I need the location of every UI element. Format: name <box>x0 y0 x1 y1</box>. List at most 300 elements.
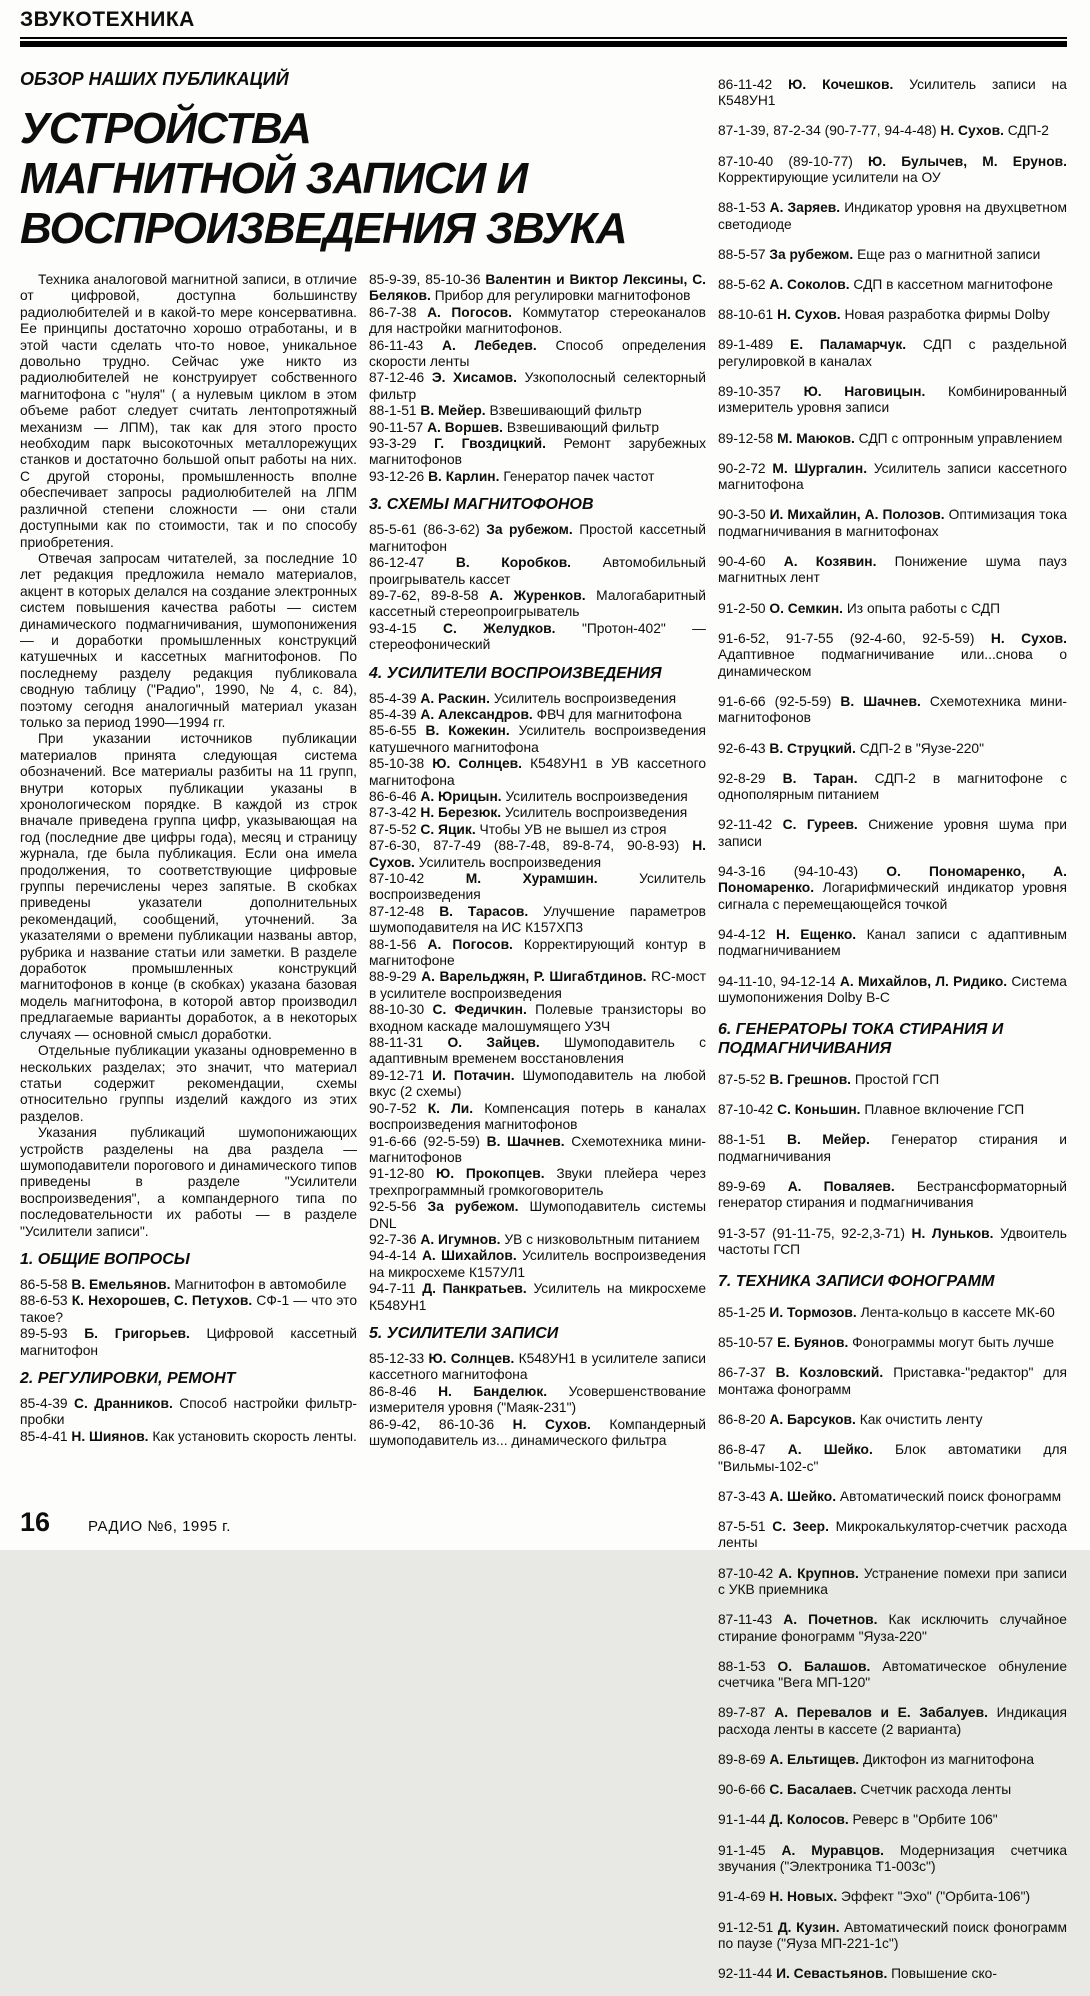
bibliography-entry <box>369 272 706 305</box>
bibliography-entry <box>369 555 706 588</box>
entry-author: И. Потачин. <box>432 1067 515 1083</box>
bibliography-entry <box>369 338 706 371</box>
bibliography-entry <box>369 1351 706 1384</box>
bibliography-entry <box>369 305 706 338</box>
entry-title: Узкополосный селекторный фильтр <box>369 370 706 402</box>
entry-title: Магнитофон в автомобиле <box>174 1276 347 1292</box>
entry-title: Автоматический поиск фонограмм <box>839 1488 1062 1504</box>
entry-author: Н. Березюк. <box>420 805 502 821</box>
rubric-header <box>20 8 1067 32</box>
entry-title: Корректирующий контур в магнитофоне <box>369 936 706 969</box>
bibliography-entry <box>369 621 706 654</box>
entry-author: М. Шургалин. <box>772 460 868 476</box>
entry-ref: 88-10-61 <box>718 307 774 323</box>
entry-title: Как очистить ленту <box>859 1412 983 1428</box>
entry-ref: 85-10-57 <box>718 1335 774 1351</box>
entry-ref: 87-10-40 (89-10-77) <box>718 153 853 169</box>
entry-ref: 94-4-12 <box>718 926 766 942</box>
entry-ref: 85-1-25 <box>718 1305 766 1320</box>
entry-title: Автомобильный проигрыватель кассет <box>369 555 706 587</box>
entry-ref: 92-7-36 <box>369 1231 417 1247</box>
bibliography-entry <box>369 871 706 904</box>
section-heading: 5. УСИЛИТЕЛИ ЗАПИСИ <box>369 1324 559 1342</box>
entry-title: Логарифмический индикатор уровня сигнала с перемещающейся точкой <box>718 880 1067 912</box>
entry-title: Компандерный шумоподавитель из... динамического фильтра <box>369 1416 707 1448</box>
entry-author: Г. Гвоздицкий. <box>434 436 546 452</box>
entry-title: Шумоподавитель системы DNL <box>369 1199 706 1231</box>
entry-ref: 88-1-51 <box>718 1132 766 1148</box>
entry-title: К548УН1 в усилителе записи кассетного магнитофона <box>369 1350 706 1383</box>
entry-title: Понижение шума пауз магнитных лент <box>718 554 1067 586</box>
section-heading: 6. ГЕНЕРАТОРЫ ТОКА СТИРАНИЯ И ПОДМАГНИЧИВАНИЯ <box>718 1021 1004 1058</box>
entry-title: Модернизация счетчика звучания ("Электроника Т1-003с") <box>718 1842 1068 1875</box>
entry-ref: 88-1-53 <box>718 200 766 216</box>
bibliography-entry <box>718 771 1067 804</box>
bibliography-entry <box>718 1489 1067 1505</box>
column-left <box>20 272 357 1449</box>
entry-ref: 90-6-66 <box>718 1782 766 1798</box>
bibliography-entry <box>718 507 1067 540</box>
entry-ref: 87-1-39, 87-2-34 (90-7-77, 94-4-48) <box>718 123 937 139</box>
entry-title: СДП с оптронным управлением <box>858 430 1063 446</box>
entry-title: Как исключить случайное стирание фонограмм "Яуза-220" <box>718 1612 1067 1644</box>
entry-ref: 88-1-53 <box>718 1658 766 1674</box>
bibliography-entry <box>369 1248 706 1281</box>
entry-title: Индикатор уровня на двухцветном светодиоде <box>718 200 1067 232</box>
entry-ref: 90-7-52 <box>369 1100 417 1116</box>
entry-author: А. Юрицын. <box>420 788 502 804</box>
entry-author: А. Заряев. <box>769 200 841 216</box>
entry-ref: 88-6-53 <box>20 1293 68 1309</box>
entry-author: С. Зеер. <box>772 1519 829 1535</box>
entry-author: И. Михайлин, А. Полозов. <box>769 507 945 523</box>
entry-author: Д. Колосов. <box>769 1812 849 1828</box>
kicker: ОБЗОР НАШИХ ПУБЛИКАЦИЙ <box>20 69 289 89</box>
entry-author: А. Погосов. <box>427 304 512 320</box>
entry-title: Из опыта работы с СДП <box>846 600 1001 616</box>
entry-ref: 94-11-10, 94-12-14 <box>718 973 836 989</box>
entry-author: О. Балашов. <box>777 1658 871 1674</box>
entry-author: С. Желудков. <box>443 620 556 636</box>
entry-ref: 91-12-80 <box>369 1166 425 1182</box>
entry-ref: 94-3-16 (94-10-43) <box>718 863 859 879</box>
bibliography-entry <box>369 969 706 1002</box>
entry-title: Новая разработка фирмы Dolby <box>844 307 1050 323</box>
entry-author: Д. Кузин. <box>777 1919 840 1935</box>
page-body <box>20 61 1067 1996</box>
entry-ref: 91-1-44 <box>718 1812 766 1828</box>
entry-ref: 93-4-15 <box>369 620 417 636</box>
entry-author: В. Струцкий. <box>769 740 856 756</box>
entry-title: Усилитель воспроизведения <box>493 690 677 706</box>
entry-author: А. Муравцов. <box>781 1842 884 1858</box>
entry-title: Усилитель воспроизведения катушечного магнитофона <box>369 723 707 755</box>
entry-author: Н. Сухов. <box>777 307 841 323</box>
entry-title: Устранение помехи при записи с УКВ приемника <box>718 1565 1067 1598</box>
bibliography-entry <box>369 1068 706 1101</box>
entry-ref: 89-12-58 <box>718 430 774 446</box>
entry-title: Коммутатор стереоканалов для настройки магнитофонов. <box>369 304 706 337</box>
entry-author: А. Перевалов и Е. Забалуев. <box>774 1705 988 1721</box>
entry-title: СДП в кассетном магнитофоне <box>853 277 1053 293</box>
bibliography-entry <box>718 601 1067 617</box>
bibliography-entry <box>718 307 1067 323</box>
entry-title: Компенсация потерь в каналах воспроизведения магнитофонов <box>369 1100 706 1133</box>
bibliography-entry <box>369 1281 706 1314</box>
bibliography-entry <box>369 707 706 723</box>
entry-author: Н. Сухов. <box>990 630 1067 646</box>
entry-title: Индикация расхода ленты в кассете (2 варианта) <box>718 1705 1067 1737</box>
entry-author: В. Козловский. <box>775 1365 884 1381</box>
entry-ref: 87-10-42 <box>369 871 425 886</box>
bibliography-entry <box>718 817 1067 850</box>
entry-author: Э. Хисамов. <box>431 370 518 386</box>
entry-title: RC-мост в усилителе воспроизведения <box>369 969 707 1001</box>
entry-author: Н. Новых. <box>769 1889 838 1905</box>
entry-author: Ю. Булычев, М. Ерунов. <box>868 153 1067 169</box>
bibliography-entry <box>718 154 1067 187</box>
entry-author: Ю. Наговицын. <box>803 384 926 400</box>
entry-ref: 87-3-42 <box>369 805 417 821</box>
page-title <box>20 104 706 254</box>
entry-author: В. Шачнев. <box>486 1133 565 1149</box>
bibliography-entry <box>718 277 1067 293</box>
entry-ref: 89-1-489 <box>718 337 774 353</box>
entry-author: В. Грешнов. <box>769 1071 852 1087</box>
bibliography-entry <box>718 1442 1067 1475</box>
bibliography-entry <box>369 522 706 555</box>
page-number: 16 <box>20 1507 51 1537</box>
bibliography-entry <box>369 403 706 419</box>
bibliography-entry <box>718 1612 1067 1645</box>
entry-author: О. Пономаренко, А. Пономаренко. <box>718 863 1067 896</box>
entry-ref: 90-2-72 <box>718 460 766 476</box>
title-line-3: ВОСПРОИЗВЕДЕНИЯ ЗВУКА <box>20 204 627 253</box>
bibliography-entry <box>718 1752 1067 1768</box>
entry-title: Приставка-"редактор" для монтажа фонограмм <box>718 1365 1068 1397</box>
header-rule-thin <box>20 37 1067 39</box>
entry-title: Шумоподавитель с адаптивным временем восстановления <box>369 1035 707 1067</box>
entry-author: В. Шачнев. <box>840 693 921 709</box>
bibliography-entry <box>718 1566 1067 1599</box>
entry-ref: 91-4-69 <box>718 1889 766 1905</box>
bibliography-entry <box>718 1782 1067 1798</box>
entry-title: Взвешивающий фильтр <box>506 419 659 435</box>
entry-ref: 91-6-66 (92-5-59) <box>718 693 832 709</box>
entry-title: Корректирующие усилители на ОУ <box>718 170 941 186</box>
entry-title: Генератор стирания и подмагничивания <box>718 1132 1067 1164</box>
entry-ref: 93-12-26 <box>369 468 425 484</box>
entry-ref: 86-6-46 <box>369 788 417 804</box>
intro-paragraph: При указании источников публикации материалов принята следующая система обозначений. Все материалы разбиты на 11 групп, внутри которых публикации указаны в хронологическом порядке. В каждой из строк вначале приведена группа цифр, указывающая на год (последние две цифры года), месяц и страницу журнала, где была публикация. Если она имела продолжения, то соответствующие цифровые группы перечислены через запятые. В скобках приведены указатели дополнительных рекомендаций, сообщений, уточнений. За указателями о времени публикации названы автор, рубрика и название статьи или заметки. В разделе доработок промышленных конструкций магнитофонов в конце (в скобках) указана базовая модель магнитофона, в которой автор производил предлагаемые варианты доработок, а в некоторых случаях — основной смысл доработки. <box>20 731 357 1042</box>
entry-title: Усилитель воспроизведения <box>369 871 706 903</box>
entry-ref: 86-11-43 <box>369 337 424 353</box>
bibliography-entry <box>20 1277 357 1293</box>
entry-author: В. Тарасов. <box>439 903 529 919</box>
entry-title: Улучшение параметров шумоподавителя на ИС К157ХП3 <box>369 903 707 936</box>
entry-ref: 87-12-46 <box>369 370 425 386</box>
entry-title: СДП-2 <box>1007 123 1049 139</box>
bibliography-entry <box>369 588 706 621</box>
entry-ref: 87-3-43 <box>718 1488 766 1504</box>
bibliography-entry <box>369 469 706 485</box>
intro-paragraph: Техника аналоговой магнитной записи, в отличие от цифровой, доступна большинству радиолюбителей и в какой-то мере консервативна. Ее принципы достаточно хорошо отработаны, и в этой части сделать что-то новое, уникальное довольно трудно. Сейчас уже никто из радиолюбителей не конструирует собственного магнитофона с "нуля" ( а нулевым циклом в этом объеме работ следует считать лентопротяжный механизм — ЛПМ), так как для этого просто необходим парк высокоточных металлорежущих станков и достаточно большой опыт работы на них. С другой стороны, промышленность вполне обеспечивает запросы радиолюбителей на ЛПМ различной степени сложности — они стали доступными как по стоимости, так и по способу приобретения. <box>20 272 357 550</box>
entry-ref: 89-12-71 <box>369 1067 425 1083</box>
intro-paragraph: Отвечая запросам читателей, за последние 10 лет редакция предложила немало материалов, акцент в которых делался на создание электронных систем повышения качества работы — систем динамического подмагничивания, шумопонижения — и доработки промышленных конструкций катушечных и кассетных магнитофонов. По последнему разделу редакция публиковала сводную таблицу ("Радио", 1990, № 4, с. 84), поэтому сегодня аналогичный материал указан только за период 1990—1994 гг. <box>20 550 357 730</box>
bibliography-entry <box>718 1365 1067 1398</box>
entry-ref: 88-10-30 <box>369 1002 425 1018</box>
entry-ref: 85-4-41 <box>20 1428 68 1444</box>
entry-author: М. Хурамшин. <box>465 871 598 886</box>
entry-ref: 86-5-58 <box>20 1276 68 1292</box>
bibliography-entry <box>718 123 1067 139</box>
bibliography-entry <box>718 1102 1067 1118</box>
bibliography-entry <box>369 1035 706 1068</box>
entry-ref: 88-5-57 <box>718 246 766 262</box>
bibliography-entry <box>718 200 1067 233</box>
entry-author: За рубежом. <box>427 1199 519 1215</box>
section-heading: 1. ОБЩИЕ ВОПРОСЫ <box>20 1250 190 1268</box>
entry-ref: 86-7-37 <box>718 1365 766 1381</box>
entry-title: Еще раз о магнитной записи <box>857 246 1041 262</box>
entry-title: Система шумопонижения Dolby B-C <box>718 973 1067 1005</box>
entry-ref: 92-11-44 <box>718 1966 773 1982</box>
bibliography-entry <box>718 554 1067 587</box>
entry-ref: 87-6-30, 87-7-49 (88-7-48, 89-8-74, 90-8-93) <box>369 838 680 854</box>
entry-title: СДП-2 в магнитофоне с однополярным питанием <box>718 770 1067 803</box>
entry-title: Усовершенствование измерителя уровня ("Маяк-231") <box>369 1383 706 1416</box>
entry-author: Н. Шиянов. <box>71 1428 149 1444</box>
entry-ref: 91-6-66 (92-5-59) <box>369 1133 480 1149</box>
title-line-1: УСТРОЙСТВА <box>20 104 311 153</box>
entry-title: Снижение уровня шума при записи <box>718 817 1067 849</box>
title-line-2: МАГНИТНОЙ ЗАПИСИ И <box>20 154 528 203</box>
entry-ref: 85-6-55 <box>369 723 417 739</box>
entry-author: С. Яцик. <box>420 821 476 837</box>
section-heading: 3. СХЕМЫ МАГНИТОФОНОВ <box>369 496 594 514</box>
bibliography-entry <box>718 461 1067 494</box>
header-rule-thick <box>20 41 1067 47</box>
entry-ref: 92-5-56 <box>369 1199 417 1215</box>
entry-author: С. Дранников. <box>74 1396 173 1411</box>
entry-author: А. Почетнов. <box>783 1612 878 1628</box>
bibliography-entry <box>369 420 706 436</box>
entry-ref: 88-1-56 <box>369 936 417 952</box>
entry-author: С. Гуреев. <box>782 817 858 833</box>
entry-author: А. Шейко. <box>769 1488 837 1504</box>
bibliography-entry <box>718 1659 1067 1692</box>
bibliography-entry <box>718 337 1067 370</box>
entry-author: А. Соколов. <box>769 277 850 293</box>
bibliography-entry <box>369 436 706 469</box>
bibliography-entry <box>718 1226 1067 1259</box>
entry-author: Е. Буянов. <box>777 1335 849 1351</box>
entry-title: "Протон-402" — стереофонический <box>369 620 706 653</box>
bibliography-entry <box>369 691 706 707</box>
bibliography-entry <box>718 694 1067 727</box>
entry-ref: 87-5-52 <box>369 821 417 837</box>
entry-ref: 87-5-52 <box>718 1071 766 1087</box>
entry-author: В. Мейер. <box>787 1132 870 1148</box>
entry-author: В. Таран. <box>782 770 858 786</box>
bibliography-entry <box>369 1101 706 1134</box>
entry-ref: 86-8-46 <box>369 1383 417 1399</box>
entry-title: Адаптивное подмагничивание или...снова о динамическом <box>718 647 1067 679</box>
entry-author: К. Нехорошев, С. Петухов. <box>71 1293 253 1309</box>
entry-ref: 87-10-42 <box>718 1565 774 1581</box>
entry-ref: 89-8-69 <box>718 1752 766 1768</box>
entry-title: Повышение ско- <box>891 1966 997 1982</box>
entry-title: Канал записи с адаптивным подмагничиванием <box>718 926 1067 959</box>
entry-ref: 87-5-51 <box>718 1519 766 1535</box>
bibliography-entry <box>20 1326 357 1359</box>
bibliography-entry <box>718 741 1067 757</box>
bibliography-entry <box>718 1889 1067 1905</box>
rubric-label: ЗВУКОТЕХНИКА <box>20 8 195 31</box>
intro-paragraph: Указания публикаций шумопонижающих устройств разделены на два раздела — шумоподавители порогового и динамического типов приведены в разделе "Усилители воспроизведения", а компандерного типа по последовательности их работы — в разделе "Усилители записи". <box>20 1125 357 1239</box>
entry-ref: 94-7-11 <box>369 1281 416 1297</box>
entry-title: Комбинированный измеритель уровня записи <box>718 384 1067 416</box>
entry-author: Д. Панкратьев. <box>422 1281 527 1297</box>
entry-title: Реверс в "Орбите 106" <box>852 1812 998 1828</box>
bibliography-entry <box>369 756 706 789</box>
entry-title: Фонограммы могут быть лучше <box>852 1335 1054 1351</box>
entry-title: Усилитель на микросхеме К548УН1 <box>369 1281 706 1313</box>
bibliography-entry <box>20 1396 357 1429</box>
entry-title: Усилитель воспроизведения <box>418 854 602 870</box>
entry-ref: 87-11-43 <box>718 1612 773 1628</box>
entry-title: Удвоитель частоты ГСП <box>718 1225 1067 1257</box>
entry-title: Автоматическое обнуление счетчика "Вега МП-120" <box>718 1658 1068 1691</box>
entry-title: Цифровой кассетный магнитофон <box>20 1326 357 1358</box>
entry-title: Малогабаритный кассетный стереопроигрыватель <box>369 587 706 620</box>
entry-title: СДП-2 в "Яузе-220" <box>859 740 985 756</box>
bibliography-entry <box>718 247 1067 263</box>
entry-ref: 89-9-69 <box>718 1178 766 1194</box>
entry-title: Счетчик расхода ленты <box>860 1782 1012 1798</box>
left-two-column-area <box>20 61 706 1996</box>
entry-title: Диктофон из магнитофона <box>862 1752 1035 1768</box>
issue-label: РАДИО №6, 1995 г. <box>88 1518 231 1535</box>
entry-title: Автоматический поиск фонограмм по паузе ("Яуза МП-221-1с") <box>718 1919 1067 1951</box>
entry-ref: 86-8-20 <box>718 1412 766 1428</box>
bibliography-entry <box>718 77 1067 110</box>
entry-ref: 85-5-61 (86-3-62) <box>369 522 480 538</box>
entry-author: В. Мейер. <box>420 403 486 419</box>
entry-title: Схемотехника мини-магнитофонов <box>718 693 1067 726</box>
entry-title: Схемотехника мини-магнитофонов <box>369 1133 706 1165</box>
entry-author: В. Карлин. <box>428 468 500 484</box>
entry-ref: 86-11-42 <box>718 76 773 92</box>
bibliography-entry <box>369 789 706 805</box>
entry-author: К. Ли. <box>427 1100 474 1116</box>
entry-ref: 86-7-38 <box>369 304 417 320</box>
entry-author: Н. Ещенко. <box>776 926 857 942</box>
bibliography-entry <box>718 1966 1067 1982</box>
bibliography-entry <box>20 1429 357 1445</box>
entry-title: Звуки плейера через трехпрограммный громкоговоритель <box>369 1166 706 1198</box>
entry-ref: 94-4-14 <box>369 1248 417 1264</box>
bibliography-entry <box>369 937 706 970</box>
entry-ref: 86-12-47 <box>369 555 425 571</box>
bibliography-entry <box>369 1166 706 1199</box>
entry-author: А. Поваляев. <box>787 1178 895 1194</box>
entry-title: Способ определения скорости ленты <box>369 337 707 370</box>
entry-author: А. Ельтищев. <box>769 1752 860 1768</box>
entry-title: СДП с раздельной регулировкой в каналах <box>718 337 1067 369</box>
entry-ref: 91-6-52, 91-7-55 (92-4-60, 92-5-59) <box>718 630 975 646</box>
entry-author: Е. Паламарчук. <box>790 337 907 353</box>
entry-ref: 91-1-45 <box>718 1842 766 1858</box>
bibliography-entry <box>369 370 706 403</box>
bibliography-entry <box>718 1072 1067 1088</box>
entry-author: М. Маюков. <box>777 430 855 446</box>
entry-author: О. Зайцев. <box>447 1035 540 1051</box>
bibliography-entry <box>20 1293 357 1326</box>
bibliography-entry <box>718 1305 1067 1321</box>
entry-ref: 88-1-51 <box>369 403 417 419</box>
entry-ref: 86-9-42, 86-10-36 <box>369 1416 495 1432</box>
entry-title: УВ с низковольтным питанием <box>504 1231 700 1247</box>
entry-title: Усилитель воспроизведения на микросхеме К157УЛ1 <box>369 1248 706 1280</box>
entry-author: За рубежом. <box>486 522 573 538</box>
bibliography-entry <box>369 1134 706 1167</box>
entry-ref: 87-12-48 <box>369 903 425 919</box>
entry-author: Ю. Прокопцев. <box>436 1166 545 1182</box>
intro-paragraph: Отдельные публикации указаны одновременно в нескольких разделах; это значит, что материал статьи содержит рекомендации, схемы относительно группы изделий каждого из этих разделов. <box>20 1043 357 1124</box>
entry-title: Способ настройки фильтр-пробки <box>20 1396 357 1428</box>
bibliography-entry <box>369 1232 706 1248</box>
bibliography-entry <box>718 1843 1067 1876</box>
bibliography-entry <box>718 1179 1067 1212</box>
entry-ref: 88-9-29 <box>369 969 417 985</box>
entry-ref: 85-12-33 <box>369 1350 425 1366</box>
entry-author: Ю. Солнцев. <box>428 1350 515 1366</box>
entry-author: А. Журенков. <box>489 587 586 603</box>
bibliography-entry <box>369 1384 706 1417</box>
entry-author: С. Федичкин. <box>432 1002 527 1018</box>
entry-ref: 89-10-357 <box>718 384 781 400</box>
bibliography-entry <box>369 838 706 871</box>
entry-ref: 89-7-62, 89-8-58 <box>369 587 479 603</box>
bibliography-entry <box>718 1335 1067 1351</box>
bibliography-entry <box>718 1812 1067 1828</box>
entry-title: Взвешивающий фильтр <box>489 403 642 419</box>
entry-author: С. Басалаев. <box>769 1782 857 1798</box>
entry-author: В. Коробков. <box>455 555 572 571</box>
entry-author: Н. Сухов. <box>940 123 1004 139</box>
entry-ref: 90-11-57 <box>369 419 424 435</box>
entry-author: А. Шейко. <box>787 1442 873 1458</box>
entry-author: Б. Григорьев. <box>84 1326 190 1342</box>
bibliography-entry <box>369 805 706 821</box>
entry-ref: 89-5-93 <box>20 1326 68 1342</box>
entry-author: А. Шихайлов. <box>421 1248 517 1264</box>
entry-title: Чтобы УВ не вышел из строя <box>479 821 667 837</box>
entry-author: А. Козявин. <box>783 554 877 570</box>
entry-title: Микрокалькулятор-счетчик расхода ленты <box>718 1519 1068 1551</box>
entry-title: Шумоподавитель на любой вкус (2 схемы) <box>369 1067 706 1100</box>
entry-author: А. Раскин. <box>420 690 490 706</box>
entry-ref: 85-4-39 <box>369 690 417 706</box>
entry-ref: 89-7-87 <box>718 1705 766 1721</box>
entry-ref: 88-5-62 <box>718 277 766 293</box>
bibliography-entry <box>369 1199 706 1232</box>
bibliography-entry <box>369 1002 706 1035</box>
entry-author: О. Семкин. <box>769 600 844 616</box>
entry-ref: 90-3-50 <box>718 507 766 523</box>
bibliography-entry <box>369 822 706 838</box>
